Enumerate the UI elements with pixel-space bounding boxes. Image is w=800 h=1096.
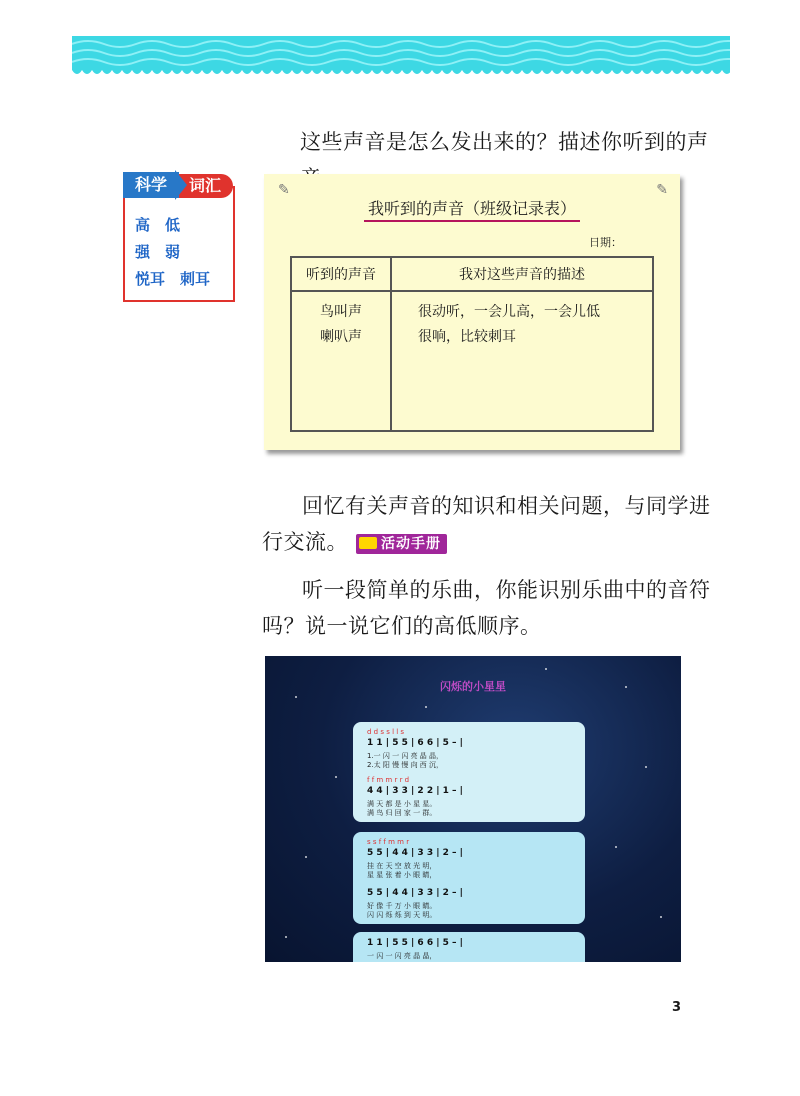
notes-row: 4 4 | 3 3 | 2 2 | 1 – | xyxy=(367,786,463,796)
lyrics-row: 满 鸟 归 回 家 一 群。 xyxy=(367,809,437,817)
card-title-text: 我听到的声音（班级记录表） xyxy=(364,199,580,222)
card-title xyxy=(264,196,680,219)
lyrics-row: 闪 闪 烁 烁 到 天 明。 xyxy=(367,911,437,919)
lyrics-row: 好 像 千 万 小 眼 睛。 xyxy=(367,902,437,910)
sound-description: 很动听，一会儿高，一会儿低 xyxy=(418,304,600,320)
vocab-tag-right: 词汇 xyxy=(177,174,233,198)
science-vocab-box xyxy=(123,172,233,300)
sound-item: 鸟叫声 xyxy=(320,304,362,320)
solfa-row: d d s s l l s xyxy=(367,728,405,736)
lyrics-row: 1.一 闪 一 闪 亮 晶 晶， xyxy=(367,752,444,760)
lyrics-row: 满 天 都 是 小 星 星。 xyxy=(367,800,437,808)
vocab-word: 强 弱 xyxy=(135,243,181,261)
description-cell xyxy=(391,291,653,431)
book-icon xyxy=(359,537,377,549)
music-score-image xyxy=(265,656,681,962)
table-header: 听到的声音 xyxy=(291,257,391,291)
score-panel xyxy=(353,722,585,822)
music-title: 闪烁的小星星 xyxy=(440,680,506,693)
score-panel xyxy=(353,832,585,924)
paragraph-music: 听一段简单的乐曲，你能识别乐曲中的音符吗？说一说它们的高低顺序。 xyxy=(262,578,711,638)
sound-list-cell xyxy=(291,291,391,431)
pushpin-icon: ✎ xyxy=(656,182,668,198)
activity-manual-label: 活动手册 xyxy=(381,535,441,552)
paragraph-recall xyxy=(262,488,712,560)
vocab-word: 悦耳 刺耳 xyxy=(135,270,211,288)
vocab-tag-arrow xyxy=(175,170,187,200)
sound-item: 喇叭声 xyxy=(320,329,362,345)
solfa-row: s s f f m m r xyxy=(367,838,410,846)
activity-manual-badge xyxy=(356,534,447,554)
paragraph-recall-text: 回忆有关声音的知识和相关问题，与同学进行交流。 xyxy=(262,494,711,554)
solfa-row: f f m m r r d xyxy=(367,776,410,784)
sound-description: 很响，比较刺耳 xyxy=(418,329,516,345)
notes-row: 5 5 | 4 4 | 3 3 | 2 – | xyxy=(367,848,463,858)
lyrics-row: 挂 在 天 空 放 光 明， xyxy=(367,862,437,870)
vocab-words xyxy=(135,212,210,293)
header-wave-band xyxy=(72,36,730,78)
vocab-word: 高 低 xyxy=(135,216,181,234)
pushpin-icon: ✎ xyxy=(278,182,290,198)
page-number: 3 xyxy=(672,1000,682,1015)
lyrics-row: 2.太 阳 慢 慢 向 西 沉， xyxy=(367,761,444,769)
vocab-tag-left: 科学 xyxy=(123,172,179,198)
sound-record-card xyxy=(264,174,680,450)
intro-question: 这些声音是怎么发出来的？描述你听到的声 xyxy=(300,130,709,154)
lyrics-row: 星 星 张 着 小 眼 睛， xyxy=(367,871,437,879)
table-header: 我对这些声音的描述 xyxy=(391,257,653,291)
notes-row: 1 1 | 5 5 | 6 6 | 5 – | xyxy=(367,938,463,948)
notes-row: 5 5 | 4 4 | 3 3 | 2 – | xyxy=(367,888,463,898)
card-date-label: 日期： xyxy=(589,236,622,249)
score-panel xyxy=(353,932,585,962)
notes-row: 1 1 | 5 5 | 6 6 | 5 – | xyxy=(367,738,463,748)
sound-record-table xyxy=(290,256,654,432)
lyrics-row: 一 闪 一 闪 亮 晶 晶， xyxy=(367,952,437,960)
